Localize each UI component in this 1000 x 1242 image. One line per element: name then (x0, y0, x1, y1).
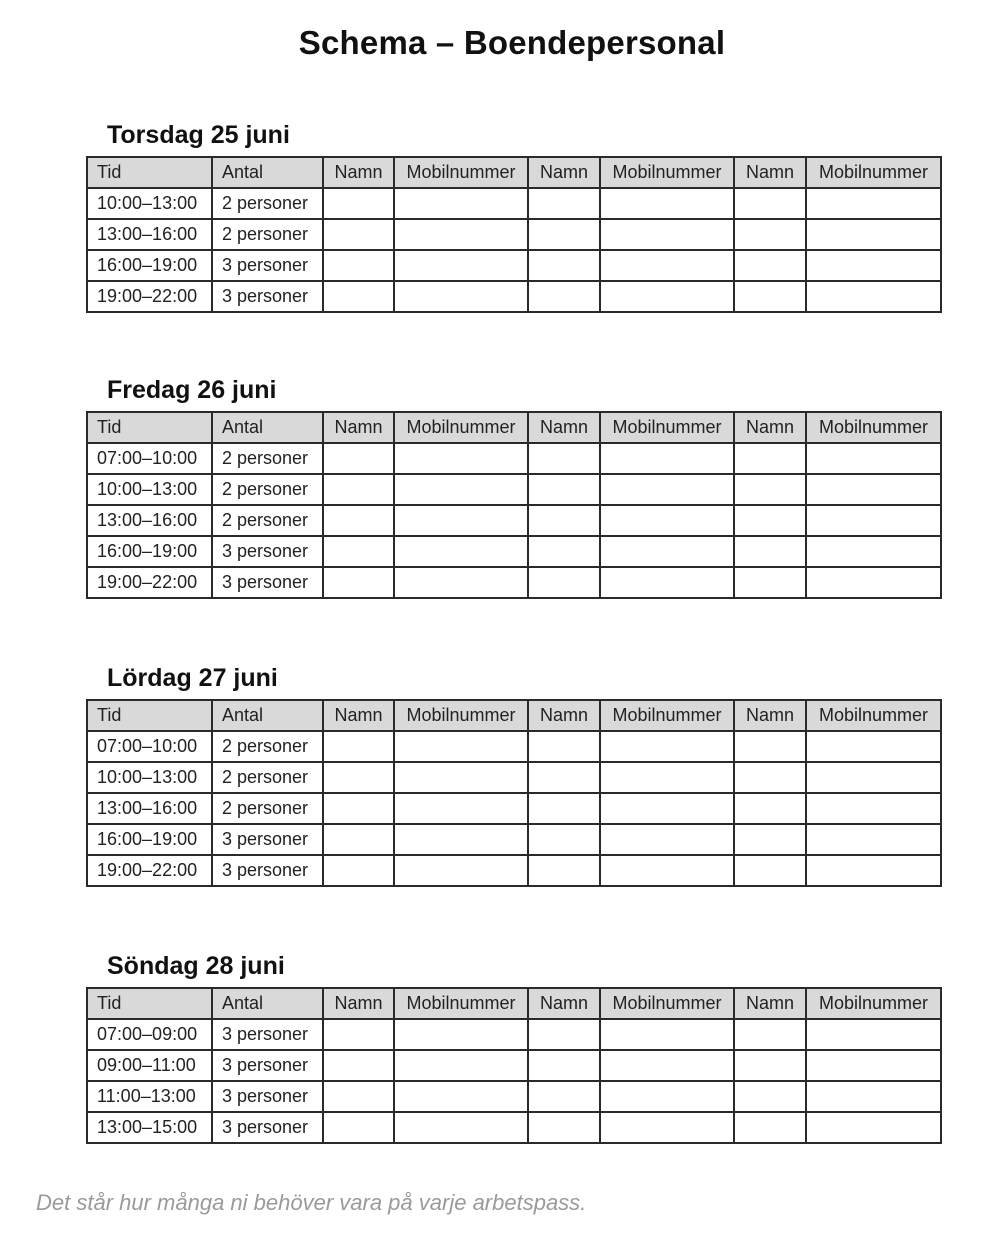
count-cell: 3 personer (212, 281, 323, 312)
count-cell: 3 personer (212, 1050, 323, 1081)
table-row (87, 536, 941, 567)
column-header: Mobilnummer (394, 157, 528, 188)
name-cell[interactable] (528, 536, 600, 567)
count-cell: 2 personer (212, 731, 323, 762)
phone-cell[interactable] (394, 505, 528, 536)
name-cell[interactable] (734, 1050, 806, 1081)
phone-cell[interactable] (600, 443, 734, 474)
name-cell[interactable] (528, 250, 600, 281)
column-header: Namn (734, 157, 806, 188)
column-header: Mobilnummer (600, 700, 734, 731)
table-row (87, 1050, 941, 1081)
header-row (87, 700, 941, 731)
count-cell: 2 personer (212, 219, 323, 250)
footer-note: Det står hur många ni behöver vara på varje arbetspass. (36, 1190, 587, 1215)
time-cell: 11:00–13:00 (87, 1081, 212, 1112)
phone-cell[interactable] (600, 793, 734, 824)
name-cell[interactable] (528, 505, 600, 536)
name-cell[interactable] (323, 474, 394, 505)
phone-cell[interactable] (806, 1019, 941, 1050)
time-cell: 16:00–19:00 (87, 824, 212, 855)
time-cell: 19:00–22:00 (87, 855, 212, 886)
time-cell: 13:00–16:00 (87, 793, 212, 824)
column-header: Mobilnummer (806, 988, 941, 1019)
phone-cell[interactable] (600, 824, 734, 855)
name-cell[interactable] (528, 219, 600, 250)
phone-cell[interactable] (600, 762, 734, 793)
day-heading: Lördag 27 juni (107, 664, 278, 692)
phone-cell[interactable] (806, 219, 941, 250)
table-row (87, 474, 941, 505)
name-cell[interactable] (323, 188, 394, 219)
schedule-table (86, 699, 942, 887)
day-heading: Torsdag 25 juni (107, 121, 290, 149)
column-header: Antal (212, 700, 323, 731)
column-header: Namn (323, 700, 394, 731)
name-cell[interactable] (734, 505, 806, 536)
column-header: Namn (323, 988, 394, 1019)
count-cell: 3 personer (212, 1081, 323, 1112)
phone-cell[interactable] (806, 1112, 941, 1143)
name-cell[interactable] (734, 567, 806, 598)
column-header: Mobilnummer (394, 988, 528, 1019)
phone-cell[interactable] (806, 536, 941, 567)
table-row (87, 824, 941, 855)
phone-cell[interactable] (394, 1050, 528, 1081)
phone-cell[interactable] (394, 250, 528, 281)
name-cell[interactable] (734, 824, 806, 855)
phone-cell[interactable] (600, 731, 734, 762)
name-cell[interactable] (323, 219, 394, 250)
time-cell: 09:00–11:00 (87, 1050, 212, 1081)
table-row (87, 505, 941, 536)
name-cell[interactable] (323, 281, 394, 312)
table-row (87, 250, 941, 281)
column-header: Namn (734, 988, 806, 1019)
name-cell[interactable] (323, 1081, 394, 1112)
phone-cell[interactable] (600, 281, 734, 312)
name-cell[interactable] (734, 1112, 806, 1143)
schedule-table (86, 987, 942, 1144)
table-row (87, 443, 941, 474)
time-cell: 07:00–10:00 (87, 731, 212, 762)
phone-cell[interactable] (806, 474, 941, 505)
count-cell: 2 personer (212, 188, 323, 219)
name-cell[interactable] (323, 1019, 394, 1050)
name-cell[interactable] (528, 474, 600, 505)
phone-cell[interactable] (600, 1050, 734, 1081)
name-cell[interactable] (528, 281, 600, 312)
phone-cell[interactable] (394, 281, 528, 312)
table-row (87, 188, 941, 219)
phone-cell[interactable] (806, 281, 941, 312)
name-cell[interactable] (323, 567, 394, 598)
count-cell: 3 personer (212, 1112, 323, 1143)
name-cell[interactable] (323, 1050, 394, 1081)
column-header: Mobilnummer (806, 700, 941, 731)
name-cell[interactable] (734, 281, 806, 312)
name-cell[interactable] (528, 567, 600, 598)
phone-cell[interactable] (806, 762, 941, 793)
name-cell[interactable] (734, 443, 806, 474)
phone-cell[interactable] (600, 1019, 734, 1050)
phone-cell[interactable] (394, 1112, 528, 1143)
phone-cell[interactable] (394, 1081, 528, 1112)
count-cell: 3 personer (212, 855, 323, 886)
column-header: Namn (528, 988, 600, 1019)
phone-cell[interactable] (394, 474, 528, 505)
day-heading: Söndag 28 juni (107, 952, 285, 980)
time-cell: 19:00–22:00 (87, 281, 212, 312)
time-cell: 16:00–19:00 (87, 536, 212, 567)
name-cell[interactable] (323, 731, 394, 762)
count-cell: 2 personer (212, 443, 323, 474)
name-cell[interactable] (734, 1081, 806, 1112)
count-cell: 3 personer (212, 567, 323, 598)
name-cell[interactable] (528, 443, 600, 474)
phone-cell[interactable] (394, 731, 528, 762)
name-cell[interactable] (323, 505, 394, 536)
column-header: Namn (323, 412, 394, 443)
phone-cell[interactable] (806, 824, 941, 855)
phone-cell[interactable] (806, 731, 941, 762)
count-cell: 2 personer (212, 793, 323, 824)
schedule-table (86, 156, 942, 313)
day-section (86, 373, 940, 599)
phone-cell[interactable] (600, 567, 734, 598)
time-cell: 07:00–09:00 (87, 1019, 212, 1050)
phone-cell[interactable] (394, 567, 528, 598)
name-cell[interactable] (734, 536, 806, 567)
phone-cell[interactable] (394, 443, 528, 474)
table-row (87, 281, 941, 312)
time-cell: 16:00–19:00 (87, 250, 212, 281)
column-header: Mobilnummer (600, 157, 734, 188)
column-header: Namn (734, 700, 806, 731)
phone-cell[interactable] (394, 762, 528, 793)
phone-cell[interactable] (806, 188, 941, 219)
column-header: Antal (212, 412, 323, 443)
column-header: Namn (528, 700, 600, 731)
phone-cell[interactable] (806, 250, 941, 281)
phone-cell[interactable] (394, 188, 528, 219)
table-row (87, 1081, 941, 1112)
name-cell[interactable] (528, 793, 600, 824)
name-cell[interactable] (323, 762, 394, 793)
time-cell: 19:00–22:00 (87, 567, 212, 598)
day-section (86, 118, 940, 313)
phone-cell[interactable] (600, 188, 734, 219)
column-header: Antal (212, 988, 323, 1019)
phone-cell[interactable] (394, 1019, 528, 1050)
count-cell: 2 personer (212, 505, 323, 536)
phone-cell[interactable] (600, 1081, 734, 1112)
column-header: Mobilnummer (806, 412, 941, 443)
phone-cell[interactable] (600, 855, 734, 886)
phone-cell[interactable] (806, 505, 941, 536)
name-cell[interactable] (734, 219, 806, 250)
time-cell: 07:00–10:00 (87, 443, 212, 474)
day-section (86, 661, 940, 887)
time-cell: 13:00–16:00 (87, 505, 212, 536)
name-cell[interactable] (528, 762, 600, 793)
name-cell[interactable] (528, 1112, 600, 1143)
schedule-table (86, 411, 942, 599)
table-row (87, 793, 941, 824)
name-cell[interactable] (528, 1050, 600, 1081)
phone-cell[interactable] (806, 443, 941, 474)
column-header: Mobilnummer (394, 700, 528, 731)
time-cell: 10:00–13:00 (87, 762, 212, 793)
column-header: Mobilnummer (600, 412, 734, 443)
name-cell[interactable] (528, 188, 600, 219)
name-cell[interactable] (734, 188, 806, 219)
header-row (87, 988, 941, 1019)
phone-cell[interactable] (394, 855, 528, 886)
phone-cell[interactable] (394, 219, 528, 250)
time-cell: 13:00–15:00 (87, 1112, 212, 1143)
name-cell[interactable] (528, 824, 600, 855)
phone-cell[interactable] (394, 536, 528, 567)
page-title: Schema – Boendepersonal (298, 24, 726, 61)
phone-cell[interactable] (806, 855, 941, 886)
column-header: Mobilnummer (806, 157, 941, 188)
count-cell: 3 personer (212, 536, 323, 567)
column-header: Namn (323, 157, 394, 188)
column-header: Tid (87, 157, 212, 188)
day-heading: Fredag 26 juni (107, 376, 277, 404)
name-cell[interactable] (323, 793, 394, 824)
name-cell[interactable] (323, 443, 394, 474)
phone-cell[interactable] (806, 567, 941, 598)
phone-cell[interactable] (806, 793, 941, 824)
name-cell[interactable] (734, 1019, 806, 1050)
name-cell[interactable] (323, 855, 394, 886)
name-cell[interactable] (323, 250, 394, 281)
column-header: Tid (87, 412, 212, 443)
time-cell: 10:00–13:00 (87, 188, 212, 219)
table-row (87, 219, 941, 250)
name-cell[interactable] (734, 731, 806, 762)
name-cell[interactable] (528, 1019, 600, 1050)
phone-cell[interactable] (806, 1050, 941, 1081)
column-header: Namn (528, 412, 600, 443)
count-cell: 3 personer (212, 250, 323, 281)
header-row (87, 412, 941, 443)
table-row (87, 731, 941, 762)
name-cell[interactable] (323, 536, 394, 567)
phone-cell[interactable] (600, 505, 734, 536)
phone-cell[interactable] (600, 474, 734, 505)
count-cell: 3 personer (212, 1019, 323, 1050)
time-cell: 13:00–16:00 (87, 219, 212, 250)
time-cell: 10:00–13:00 (87, 474, 212, 505)
column-header: Namn (528, 157, 600, 188)
table-row (87, 567, 941, 598)
name-cell[interactable] (323, 1112, 394, 1143)
phone-cell[interactable] (806, 1081, 941, 1112)
count-cell: 2 personer (212, 474, 323, 505)
name-cell[interactable] (734, 762, 806, 793)
column-header: Antal (212, 157, 323, 188)
header-row (87, 157, 941, 188)
phone-cell[interactable] (600, 250, 734, 281)
column-header: Namn (734, 412, 806, 443)
table-row (87, 1019, 941, 1050)
name-cell[interactable] (734, 250, 806, 281)
column-header: Tid (87, 988, 212, 1019)
phone-cell[interactable] (394, 824, 528, 855)
name-cell[interactable] (734, 793, 806, 824)
column-header: Mobilnummer (394, 412, 528, 443)
column-header: Mobilnummer (600, 988, 734, 1019)
count-cell: 2 personer (212, 762, 323, 793)
name-cell[interactable] (734, 474, 806, 505)
phone-cell[interactable] (394, 793, 528, 824)
name-cell[interactable] (528, 1081, 600, 1112)
table-row (87, 1112, 941, 1143)
column-header: Tid (87, 700, 212, 731)
day-section (86, 949, 940, 1144)
table-row (87, 855, 941, 886)
phone-cell[interactable] (600, 536, 734, 567)
phone-cell[interactable] (600, 219, 734, 250)
name-cell[interactable] (528, 731, 600, 762)
count-cell: 3 personer (212, 824, 323, 855)
name-cell[interactable] (323, 824, 394, 855)
name-cell[interactable] (528, 855, 600, 886)
table-row (87, 762, 941, 793)
phone-cell[interactable] (600, 1112, 734, 1143)
name-cell[interactable] (734, 855, 806, 886)
